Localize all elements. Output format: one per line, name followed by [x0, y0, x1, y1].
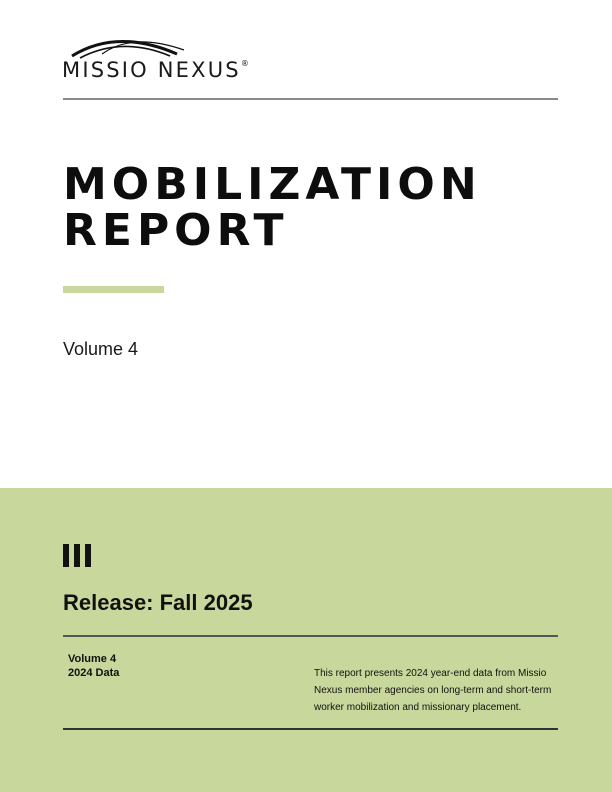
brand-wordmark: [62, 58, 249, 82]
panel-divider: [63, 635, 558, 637]
report-description: This report presents 2024 year-end data from Missio Nexus member agencies on long-term and short-term worker mobilization and missionary placement.: [314, 668, 552, 713]
meta-block: [68, 652, 119, 680]
meta-data-year: 2024 Data: [68, 667, 120, 679]
bottom-divider: [63, 728, 558, 730]
bottom-panel: [0, 488, 612, 792]
brand-name: MISSIO NEXUS: [62, 58, 241, 82]
report-title: [63, 159, 482, 256]
registered-mark: ®: [240, 59, 249, 68]
top-divider: [63, 98, 558, 100]
accent-bar: [63, 286, 164, 293]
title-line-2: REPORT: [63, 205, 289, 256]
three-bars-icon: [63, 544, 91, 567]
meta-volume: Volume 4: [68, 653, 117, 665]
title-line-1: MOBILIZATION: [63, 159, 482, 210]
missio-nexus-logo: [62, 34, 312, 86]
release-heading: Release: Fall 2025: [63, 590, 253, 615]
volume-label: Volume 4: [63, 339, 139, 359]
